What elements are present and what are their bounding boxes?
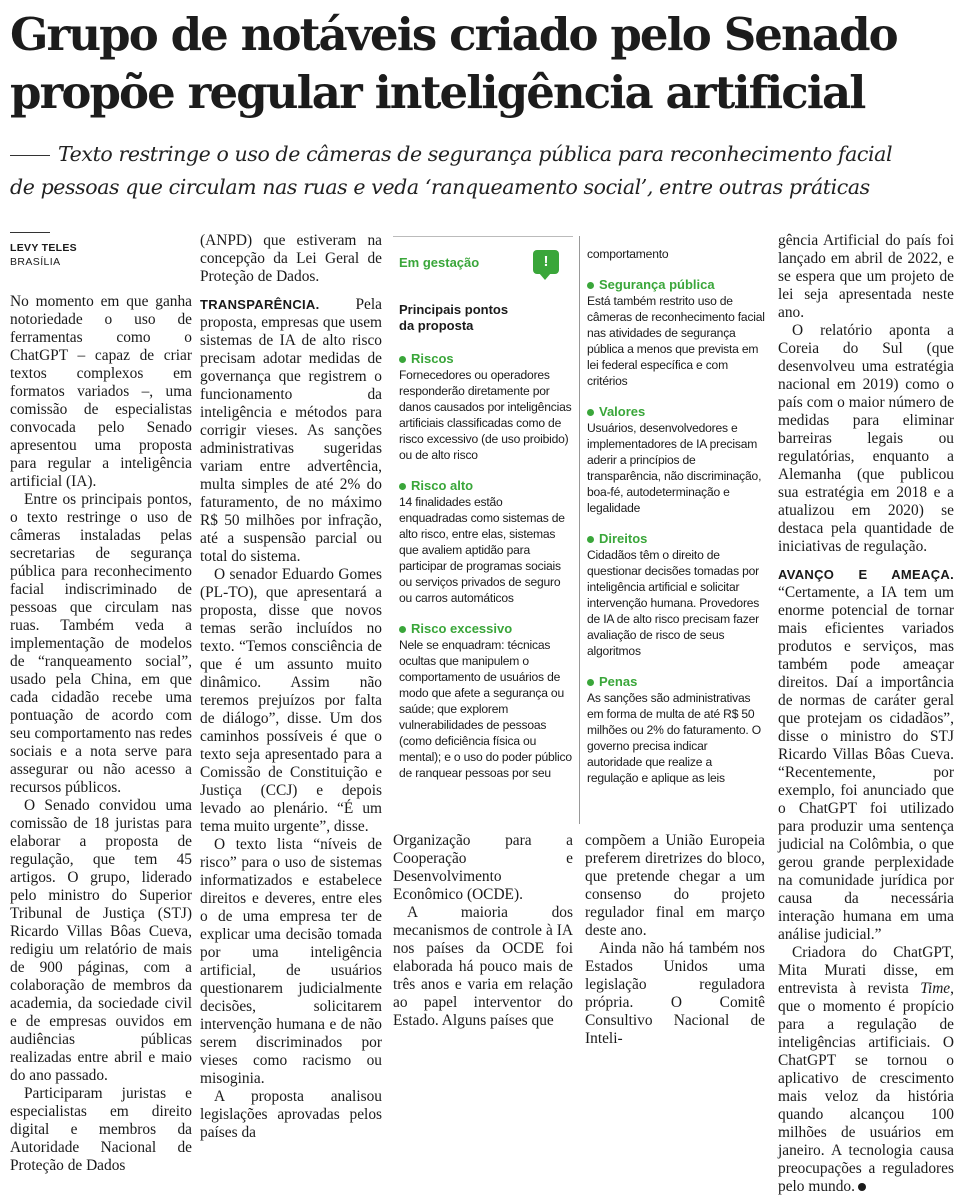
box-heading-risco-excessivo: Risco excessivo	[399, 620, 573, 637]
paragraph: Ainda não há também nos Estados Unidos uma legislação reguladora própria. O Comitê Consultivo Nacional de Inteli-	[585, 940, 765, 1047]
paragraph: No momento em que ganha notoriedade o uso de ferramentas como o ChatGPT – capaz de criar textos complexos em formatos variados –, uma comissão de especialistas convocada pelo Senado apresentou uma proposta para regular a inteligência artificial (IA).	[10, 293, 192, 490]
paragraph: Entre os principais pontos, o texto restringe o uso de câmeras instaladas pelas secretarias de segurança pública para reconhecimento facial indiscriminado de pessoas que circulam nas ruas. Também veda a implementação de modelos de “ranqueamento social”, usado pela China, em que cada cidadão recebe uma pontuação de acordo com seu comportamento nas redes sociais e a nota serve para assegurar ou não acesso a recursos públicos.	[10, 491, 192, 796]
paragraph: A proposta analisou legislações aprovadas pelos países da	[200, 1088, 382, 1141]
paragraph: gência Artificial do país foi lançado em abril de 2022, e se espera que um projeto de lei seja apresentada neste ano.	[778, 232, 954, 321]
paragraph-text: Criadora do ChatGPT, Mita Murati disse, em entrevista à revista	[778, 944, 954, 997]
box-heading-valores: Valores	[587, 403, 765, 420]
bullet-dot-icon	[587, 409, 594, 416]
paragraph: O relatório aponta a Coreia do Sul (que desenvolveu uma estratégia nacional em 2019) como o país com o maior número de medidas para eliminar barreiras legais ou regulatórias, enquanto a Alemanha (que publicou sua estratégia em 2018 e a atualizou em 2020) se destaca pela quantidade de iniciativas de regulação.	[778, 322, 954, 555]
paragraph: Organização para a Cooperação e Desenvolvimento Econômico (OCDE).	[393, 832, 573, 903]
byline-rule	[10, 232, 50, 233]
subheadline-text-1: Texto restringe o uso de câmeras de segurança pública para reconhecimento facial	[58, 142, 893, 166]
paragraph: O Senado convidou uma comissão de 18 juristas para elaborar a proposta de regulação, que tem 45 artigos. O grupo, liderado pelo ministro do Superior Tribunal de Justiça (STJ) Ricardo Villas Bôas Cueva, redigiu um relatório de mais de 900 páginas, com a colaboração de membros da academia, da sociedade civil e de empresas ouvidos em audiências públicas realizadas entre abril e maio do ano passado.	[10, 797, 192, 1084]
subheadline-line-1	[10, 138, 955, 171]
bullet-dot-icon	[399, 626, 406, 633]
section-kicker: TRANSPARÊNCIA.	[200, 297, 320, 312]
article-column-3	[393, 832, 573, 1030]
box-text-riscos: Fornecedores ou operadores responderão diretamente por danos causados por inteligências artificiais classificadas como de risco excessivo (de uso proibido) ou de alto risco	[399, 368, 572, 462]
box-heading-direitos: Direitos	[587, 530, 765, 547]
sidebar-box	[393, 236, 769, 824]
paragraph: O senador Eduardo Gomes (PL-TO), que apresentará a proposta, disse que novos temas serão incluídos no texto. “Temos consciência de que é um assunto muito dinâmico. Assim não teremos prejuízos por falta de diálogo”, disse. Um dos caminhos possíveis é que o texto seja apresentado para a Comissão de Constituição e Justiça (CCJ) e depois levado ao plenário. “É um tema muito urgente”, disse.	[200, 566, 382, 835]
article-column-4	[585, 832, 765, 1048]
subheadline	[10, 138, 955, 204]
headline-line-2: propõe regular inteligência artificial	[10, 66, 865, 119]
bullet-dot-icon	[587, 679, 594, 686]
box-text-seguranca: Está também restrito uso de câmeras de reconhecimento facial nas atividades de segurança pública a menos que prevista em lei federal específica e com critérios	[587, 294, 765, 388]
subheadline-dash	[10, 155, 50, 156]
bullet-dot-icon	[399, 356, 406, 363]
magazine-name: Time	[920, 980, 951, 997]
box-heading-seguranca: Segurança pública	[587, 276, 765, 293]
end-mark-icon	[858, 1183, 866, 1191]
box-title: Principais pontos da proposta	[399, 302, 509, 333]
box-left-column	[399, 236, 573, 781]
subheadline-line-2: de pessoas que circulam nas ruas e veda ‘ranqueamento social’, entre outras práticas	[10, 175, 870, 199]
box-heading-risco-alto: Risco alto	[399, 477, 573, 494]
box-heading-riscos: Riscos	[399, 350, 573, 367]
bullet-dot-icon	[587, 536, 594, 543]
paragraph: compõem a União Europeia preferem diretrizes do bloco, que pretende chegar a um consenso do projeto regulador final em março deste ano.	[585, 832, 765, 939]
paragraph: A maioria dos mecanismos de controle à IA nos países da OCDE foi elaborada há pouco mais de três anos e varia em relação ao papel interventor do Estado. Alguns países que	[393, 904, 573, 1029]
box-text-continuation: comportamento	[587, 247, 669, 261]
paragraph-text: , que o momento é propício para a regulação de inteligências artificiais. O ChatGPT se tornou o aplicativo de crescimento mais veloz da história quando alcançou 100 milhões de usuários em janeiro. A tecnologia causa preocupações a reguladores pelo mundo.	[778, 980, 954, 1195]
bullet-dot-icon	[587, 282, 594, 289]
box-divider	[579, 236, 580, 824]
box-heading-penas: Penas	[587, 673, 765, 690]
bullet-dot-icon	[399, 483, 406, 490]
paragraph-transparencia	[200, 296, 382, 566]
box-text-risco-excessivo: Nele se enquadram: técnicas ocultas que manipulem o comportamento de usuários de modo que afete a segurança ou saúde; que explorem vulnerabilidades de pessoas (como deficiência física ou mental); e o uso do poder público de ranquear pessoas por seu	[399, 638, 572, 780]
paragraph: O texto lista “níveis de risco” para o uso de sistemas informatizados e estabelece direitos e deveres, entre eles o de uma empresa ter de explicar uma decisão tomada por uma inteligência artificial, de usuários questionarem judicialmente decisões, solicitarem intervenção humana e de não serem discriminados por vieses como racismo ou misoginia.	[200, 836, 382, 1087]
alert-bubble-glyph: !	[543, 253, 549, 270]
section-kicker: AVANÇO E AMEAÇA.	[778, 567, 954, 582]
box-text-valores: Usuários, desenvolvedores e implementadores de IA precisam aderir a princípios de transparência, não discriminação, boa-fé, autodeterminação e legalidade	[587, 421, 762, 515]
headline-line-1: Grupo de notáveis criado pelo Senado	[10, 8, 897, 61]
paragraph-final	[778, 944, 954, 1196]
box-tag: Em gestação	[399, 255, 480, 270]
paragraph-text: “Certamente, a IA tem um enorme potencial de tornar mais eficientes variados produtos e serviços, mas também pode ameaçar direitos. Daí a importância de normas de caráter geral que protejam os cidadãos”, disse o ministro do STJ Ricardo Villas Bôas Cueva. “Recentemente, por exemplo, foi anunciado que o ChatGPT foi utilizado para produzir uma sentença judicial na Colômbia, o que gerou grande perplexidade na comunidade jurídica por causa da necessária interação humana em uma análise judicial.”	[778, 584, 954, 943]
box-right-column	[587, 236, 765, 786]
paragraph-text: Pela proposta, empresas que usem sistemas de IA de alto risco precisam adotar medidas de governança que registrem o funcionamento da inteligência e métodos para corrigir vieses. As sanções administrativas sugeridas variam entre advertência, multa simples de até 2% do faturamento, de no máximo R$ 50 milhões por infração, até a suspensão parcial ou total do sistema.	[200, 296, 382, 565]
article-column-5	[778, 232, 954, 1196]
box-text-penas: As sanções são administrativas em forma de multa de até R$ 50 milhões ou 2% do faturamento. O governo precisa indicar autoridade que realize a regulação e aplique as leis	[587, 691, 761, 785]
byline-author: LEVY TELES	[10, 242, 77, 254]
box-text-risco-alto: 14 finalidades estão enquadradas como sistemas de alto risco, entre elas, sistemas que avaliem aptidão para participar de programas sociais ou serviços privados de seguro ou carros automáticos	[399, 495, 565, 605]
box-text-direitos: Cidadãos têm o direito de questionar decisões tomadas por inteligência artificial e solicitar intervenção humana. Provedores de IA de alto risco precisam fazer avaliação de risco de seus algoritmos	[587, 548, 760, 658]
headline	[10, 6, 955, 122]
article-column-1	[10, 232, 192, 1175]
byline-place: BRASÍLIA	[10, 256, 61, 268]
paragraph-avanco	[778, 566, 954, 944]
paragraph: Participaram juristas e especialistas em direito digital e membros da Autoridade Nacional de Proteção de Dados	[10, 1085, 192, 1174]
article-column-2	[200, 232, 382, 1142]
paragraph: (ANPD) que estiveram na concepção da Lei Geral de Proteção de Dados.	[200, 232, 382, 285]
